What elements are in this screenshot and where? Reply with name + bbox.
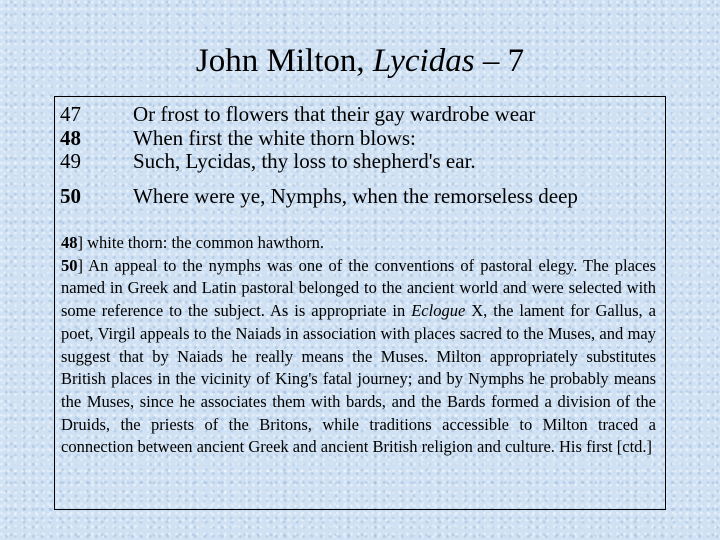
note-ref: 50: [61, 255, 78, 275]
slide-title: [0, 38, 720, 84]
verse-block: [60, 103, 660, 208]
title-suffix: – 7: [474, 43, 525, 79]
title-author: John Milton,: [195, 43, 373, 79]
note-text-continued: X, the lament for Gallus, a poet, Virgil appeals to the Naiads in association with places sacred to the Muses, and may suggest that by Naiads he really means the Muses. Milton appropriately substitutes British places in the vicinity of King's fatal journey; and by Nymphs he probably means the Muses, since he associates them with bards, and the Bards formed a division of the Druids, the priests of the Britons, while traditions accessible to Milton traced a connection between ancient Greek and ancient British religion and culture. His first [ctd.]: [61, 301, 656, 457]
notes-block: [61, 232, 656, 459]
note-48: [61, 232, 656, 255]
note-50: [61, 255, 656, 459]
line-number: 49: [60, 149, 81, 173]
line-text: Such, Lycidas, thy loss to shepherd's ear.: [133, 149, 476, 173]
note-text: ] white thorn: the common hawthorn.: [77, 233, 325, 252]
note-text: ] An appeal to the nymphs was one of the conventions of pastoral elegy. The places named in Greek and Latin pastoral belonged to the ancient world and were selected with some reference to the subject. As is appropriate in: [61, 255, 656, 321]
note-ref: 48: [61, 233, 78, 252]
verse-line: [60, 150, 660, 174]
line-text: When first the white thorn blows:: [133, 125, 416, 150]
note-italic-title: Eclogue: [411, 301, 466, 321]
line-text: Or frost to flowers that their gay wardrobe wear: [133, 102, 536, 126]
line-text: Where were ye, Nymphs, when the remorseless deep: [133, 183, 578, 208]
line-number: 48: [60, 125, 81, 150]
line-number: 50: [60, 183, 81, 208]
verse-line: [60, 185, 660, 209]
title-work: Lycidas: [372, 43, 475, 79]
verse-line: [60, 127, 660, 151]
line-number: 47: [60, 102, 81, 126]
verse-line: [60, 103, 660, 127]
